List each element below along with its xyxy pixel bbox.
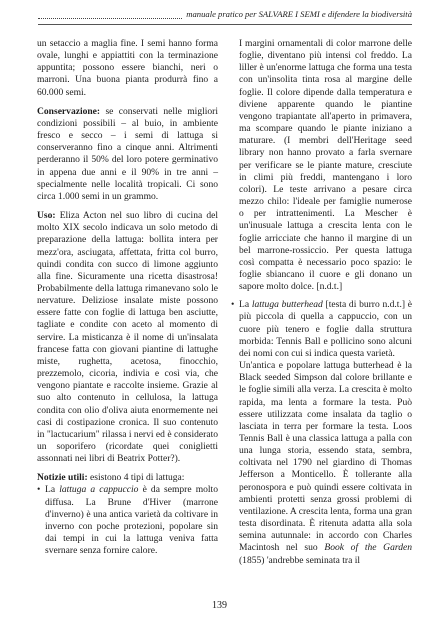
- bullet-icon: •: [231, 299, 235, 311]
- heading-notizie: Notizie utili:: [37, 472, 88, 484]
- heading-conservation: Conservazione:: [37, 105, 101, 117]
- text-notizie: esistono 4 tipi di lattuga:: [87, 472, 185, 484]
- bullet-item-butterhead: [231, 299, 412, 360]
- page-number: 139: [212, 600, 227, 611]
- bullet-icon: •: [37, 484, 41, 496]
- italic-title: Book of the Garden: [324, 542, 412, 554]
- bullet-text: La lattuga a cappuccio è da sempre molto diffusa. La Brune d'Hiver (marrone d'inverno) è una antica varietà da coltivare in inverno con poche protezioni, popolare sin dai tempi in cui la lattuga veniva fatta svernare senza fornire calore.: [45, 484, 218, 557]
- right-column: [231, 38, 412, 567]
- running-header: [38, 6, 412, 22]
- paragraph-sieve: un setaccio a maglia fine. I semi hanno forma ovale, lunghi e appiattiti con la terminazione appuntita; possono essere bianchi, neri o marroni. Una buona pianta produrrà fino a 60.000 semi.: [37, 38, 218, 98]
- italic-term: lattuga a cappuccio: [59, 484, 139, 496]
- running-title: manuale pratico per SALVARE I SEMI e difendere la biodiversità: [186, 9, 412, 19]
- paragraph-conservation: [37, 106, 218, 203]
- bullet-text: La lattuga butterhead [testa di burro n.d.t.] è più piccola di quella a cappuccio, con un cuore più tenero e foglie dalla struttura morbida: Tennis Ball e pollicino sono alcuni dei nomi con cui si indica questa varietà.: [239, 299, 412, 359]
- bullet-item-cappuccio: [37, 484, 218, 557]
- paragraph-margini: I margini ornamentali di color marrone delle foglie, diventano più intensi col freddo. La liller è un'enorme lattuga che forma una testa con un'insolita tinta rosa al margine delle foglie. Il colore dipende dalla temperatura e diviene apparente quando le piantine vengono trapiantate all'aperto in primavera, ma scompare quando le piante iniziano a maturare. (I membri dell'Heritage seed library non hanno provato a farla svernare per verificare se le piante mature, cresciute in climi più freddi, mantengano i loro colori). Le teste arrivano a pesare circa mezzo chilo: l'ideale per famiglie numerose o per intrattenimenti. La Mescher è un'inusuale lattuga a crescita lenta con le foglie arricciate che hanno il margine di un bel marrone-rossiccio. Per questa lattuga così compatta è necessario poco spazio: le foglie sbiancano il cuore e gli donano un sapore molto dolce. [n.d.t.]: [239, 38, 412, 293]
- paragraph-uso: [37, 210, 218, 465]
- left-column: [37, 38, 218, 557]
- paragraph-notizie: [37, 472, 218, 484]
- paragraph-black-seeded: Un'antica e popolare lattuga butterhead è la Black seeded Simpson dal colore brillante e le foglie simili alla verza. La crescita è molto rapida, ma lenta a formare la testa. Può essere utilizzata come insalata da taglio o lasciata in terra per formare la testa. Loos Tennis Ball è una classica lattuga a palla con una lunga storia, essendo stata, sembra, coltivata nel 1790 nel giardino di Thomas Jefferson a Monticello. È tollerante alla peronospora e può quindi essere coltivata in ambienti protetti senza grossi problemi di ventilazione. A crescita lenta, forma una gran testa disordinata. È ritenuta adatta alla sola semina autunnale: in accordo con Charles Macintosh nel suo Book of the Garden (1855) 'andrebbe seminata tra il: [239, 360, 412, 566]
- header-leader-dots: [38, 10, 182, 19]
- text-conservation: se conservati nelle migliori condizioni possibili – al buio, in ambiente fresco e secco – i semi di lattuga si conserveranno fino a cinque anni. Altrimenti perderanno il 50% del loro potere germinativo in appena due anni e il 90% in tre anni – specialmente nelle località tropicali. Ci sono circa 1.000 semi in un grammo.: [37, 105, 218, 202]
- heading-uso: Uso:: [37, 210, 56, 222]
- italic-term: lattuga butterhead: [251, 299, 323, 311]
- text-uso: Eliza Acton nel suo libro di cucina del molto XIX secolo indicava un solo metodo di preparazione della lattuga: bollita intera per mezz'ora, asciugata, affettata, fritta col burro, quindi condita con succo di limone aggiunto alla fine. Sicuramente una ricetta disastrosa! Probabilmente della lattuga rimanevano solo le nervature. Deliziose insalate miste possono essere fatte con foglie di lattuga ben asciutte, tagliate e condite con aceto al momento di servire. La misticanza è il nome di un'insalata francese fatta con giovani piantine di lattughe miste, rughetta, acetosa, finocchio, prezzemolo, cicoria, indivia e così via, che vengono piantate e raccolte insieme. Grazie al suo alto contenuto in cellulosa, la lattuga condita con olio d'oliva aiuta enormemente nei casi di costipazione cronica. Il suo contenuto in "lactucarium" rilassa i nervi ed è considerato un soporifero (ricordate quei coniglietti assonnati nei libri di Beatrix Potter?).: [37, 210, 218, 465]
- header-rule: [38, 24, 412, 25]
